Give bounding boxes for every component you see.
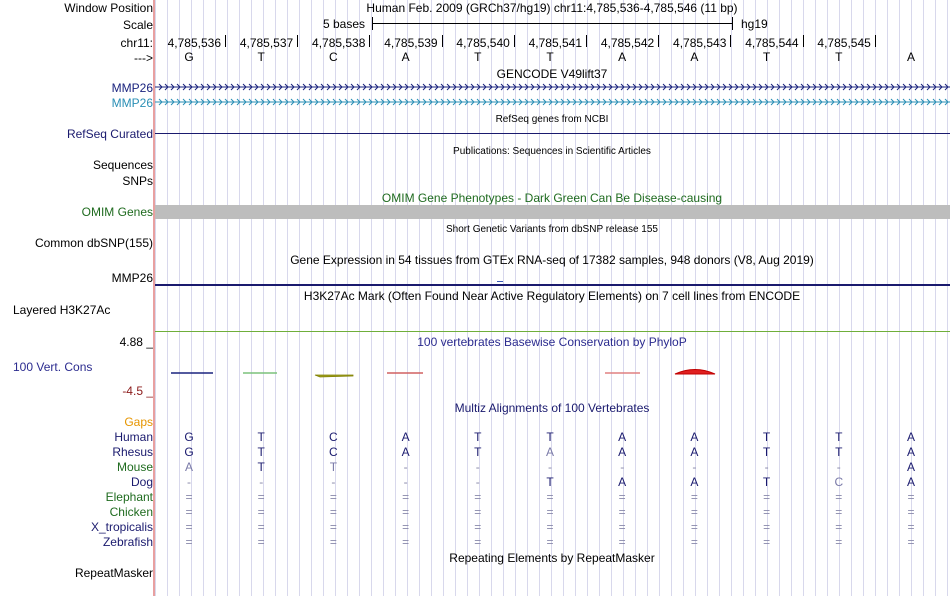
phylop-label[interactable]: 100 Vert. Cons	[13, 360, 93, 374]
alignment-base: -	[475, 475, 480, 489]
alignment-base: =	[402, 490, 410, 504]
alignment-base: =	[907, 520, 915, 534]
alignment-base: =	[690, 520, 698, 534]
scale-bar	[372, 23, 733, 24]
alignment-base: -	[692, 460, 697, 474]
alignment-base: A	[618, 445, 627, 459]
alignment-base: -	[259, 475, 264, 489]
scale-bar-left-tick	[372, 17, 373, 30]
alignment-base: T	[546, 475, 554, 489]
position-label: 4,785,538	[312, 36, 366, 50]
alignment-base: -	[475, 460, 480, 474]
alignment-base: =	[618, 520, 626, 534]
species-label-mouse[interactable]: Mouse	[116, 460, 153, 474]
gencode-label-1[interactable]: MMP26	[111, 81, 153, 95]
alignment-base: =	[546, 520, 554, 534]
dbsnp-title: Short Genetic Variants from dbSNP release 155	[446, 224, 658, 235]
alignment-base: T	[762, 475, 771, 489]
alignment-base: C	[329, 430, 338, 444]
alignment-base: =	[329, 520, 337, 534]
alignment-base: -	[403, 475, 408, 489]
position-label: 4,785,536	[167, 36, 221, 50]
alignment-base: -	[764, 460, 769, 474]
position-tick	[658, 35, 659, 47]
repeatmasker-title: Repeating Elements by RepeatMasker	[449, 551, 655, 565]
alignment-base: =	[690, 490, 698, 504]
species-label-elephant[interactable]: Elephant	[105, 490, 153, 504]
alignment-base: =	[618, 490, 626, 504]
alignment-base: =	[402, 535, 410, 549]
omim-label[interactable]: OMIM Genes	[81, 205, 153, 219]
alignment-base: A	[545, 445, 555, 459]
track-label-column	[0, 0, 153, 596]
omim-feature-bar[interactable]	[155, 205, 950, 219]
position-label: 4,785,543	[673, 36, 727, 50]
position-tick	[803, 35, 804, 47]
position-tick	[225, 35, 226, 47]
alignment-base: =	[546, 505, 554, 519]
scale-label: Scale	[122, 18, 153, 32]
h3k27ac-title: H3K27Ac Mark (Often Found Near Active Regulatory Elements) on 7 cell lines from ENCODE	[303, 289, 801, 303]
alignment-base: =	[907, 505, 915, 519]
alignment-base: -	[548, 460, 552, 474]
gtex-label[interactable]: MMP26	[111, 271, 153, 285]
alignment-base: =	[185, 490, 193, 504]
alignment-base: =	[835, 520, 843, 534]
refseq-feature-line[interactable]	[155, 133, 950, 134]
reference-base: A	[690, 50, 699, 64]
alignment-base: C	[834, 475, 844, 489]
alignment-base: T	[835, 430, 843, 444]
refseq-label[interactable]: RefSeq Curated	[66, 127, 153, 141]
species-label-x_tropicalis[interactable]: X_tropicalis	[90, 520, 153, 534]
gtex-gene-line[interactable]	[155, 284, 950, 286]
alignment-base: =	[474, 535, 482, 549]
alignment-base: =	[185, 535, 193, 549]
alignment-base: =	[257, 535, 265, 549]
phylop-max-label: 4.88 _	[119, 335, 153, 349]
alignment-base: =	[474, 505, 482, 519]
h3k27ac-label[interactable]: Layered H3K27Ac	[13, 303, 111, 317]
alignment-base: =	[763, 535, 771, 549]
scale-bar-right-tick	[732, 17, 733, 30]
alignment-base: =	[257, 505, 265, 519]
alignment-base: T	[762, 445, 771, 459]
alignment-base: =	[763, 520, 771, 534]
alignment-base: =	[257, 520, 265, 534]
alignment-base: T	[762, 430, 771, 444]
alignment-base: =	[835, 505, 843, 519]
alignment-base: =	[546, 535, 554, 549]
alignment-base: =	[690, 505, 698, 519]
alignment-base: T	[257, 445, 265, 459]
position-tick	[442, 35, 443, 47]
alignment-base: A	[401, 445, 410, 459]
position-tick	[730, 35, 731, 47]
alignment-base: -	[836, 460, 841, 474]
phylop-segment-3	[315, 375, 353, 377]
alignment-base: =	[402, 505, 410, 519]
strand-label: --->	[134, 51, 153, 65]
position-tick	[297, 35, 298, 47]
alignment-base: =	[907, 490, 915, 504]
alignment-base: =	[257, 490, 265, 504]
species-label-chicken[interactable]: Chicken	[109, 505, 153, 519]
position-label: 4,785,542	[600, 36, 655, 50]
alignment-base: A	[906, 445, 916, 459]
alignment-base: A	[184, 460, 194, 474]
multiz-title: Multiz Alignments of 100 Vertebrates	[454, 401, 650, 415]
alignment-base: =	[185, 505, 193, 519]
position-label: 4,785,539	[384, 36, 438, 50]
species-label-zebrafish[interactable]: Zebrafish	[102, 535, 153, 549]
gencode-title: GENCODE V49lift37	[496, 67, 608, 81]
alignment-base: A	[690, 475, 699, 489]
position-label: 4,785,541	[528, 36, 582, 50]
reference-base: A	[906, 50, 916, 64]
alignment-base: =	[907, 535, 915, 549]
alignment-base: G	[184, 430, 194, 444]
alignment-base: A	[690, 445, 699, 459]
position-label: 4,785,544	[745, 36, 799, 50]
alignment-base: =	[763, 490, 771, 504]
alignment-base: =	[185, 520, 193, 534]
gencode-feature-2	[155, 99, 950, 105]
alignment-base: -	[620, 460, 625, 474]
repeatmasker-label[interactable]: RepeatMasker	[74, 566, 153, 580]
alignment-base: =	[835, 535, 843, 549]
alignment-base: -	[187, 475, 191, 489]
reference-base: G	[184, 50, 194, 64]
window-title: Human Feb. 2009 (GRCh37/hg19) chr11:4,785,536-4,785,546 (11 bp)	[366, 1, 738, 15]
alignment-base: G	[184, 445, 194, 459]
alignment-base: A	[401, 430, 410, 444]
h3k27ac-signal-baseline[interactable]	[155, 331, 950, 332]
reference-base: A	[401, 50, 410, 64]
phylop-segment-6	[675, 370, 715, 375]
species-label-dog[interactable]: Dog	[130, 475, 153, 489]
alignment-base: T	[546, 430, 554, 444]
alignment-base: A	[618, 475, 627, 489]
alignment-base: T	[257, 430, 265, 444]
gencode-features[interactable]	[155, 80, 950, 110]
publications-title: Publications: Sequences in Scientific Articles	[453, 146, 651, 157]
position-tick	[369, 35, 370, 47]
phylop-min-label: -4.5 _	[122, 384, 153, 398]
alignment-base: =	[618, 505, 626, 519]
reference-base: T	[257, 50, 265, 64]
gencode-label-2[interactable]: MMP26	[111, 96, 153, 110]
position-label: 4,785,540	[456, 36, 510, 50]
reference-base: T	[762, 50, 771, 64]
alignment-base: =	[835, 490, 843, 504]
alignment-base: A	[906, 460, 916, 474]
publications-label-snps[interactable]: SNPs	[122, 174, 153, 188]
reference-base: T	[474, 50, 482, 64]
position-label: 4,785,537	[239, 36, 294, 50]
alignment-base: T	[474, 445, 482, 459]
reference-base: T	[546, 50, 554, 64]
gaps-label[interactable]: Gaps	[124, 415, 153, 429]
alignment-base: A	[906, 430, 916, 444]
reference-base: T	[835, 50, 843, 64]
gtex-expression-mark	[497, 281, 503, 282]
chromosome-label: chr11:	[120, 36, 153, 50]
publications-label-sequences[interactable]: Sequences	[92, 158, 153, 172]
position-label: 4,785,545	[817, 36, 871, 50]
alignment-base: A	[618, 430, 627, 444]
reference-base: A	[618, 50, 627, 64]
alignment-base: =	[618, 535, 626, 549]
alignment-base: -	[331, 475, 336, 489]
alignment-base: =	[329, 535, 337, 549]
alignment-base: A	[906, 475, 916, 489]
reference-base: C	[329, 50, 338, 64]
alignment-base: A	[690, 430, 699, 444]
alignment-base: =	[763, 505, 771, 519]
alignment-base: =	[402, 520, 410, 534]
assembly-label: hg19	[741, 17, 768, 31]
species-label-rhesus[interactable]: Rhesus	[112, 445, 153, 459]
alignment-base: T	[257, 460, 265, 474]
alignment-base: =	[329, 505, 337, 519]
phylop-signal[interactable]	[155, 364, 950, 380]
gtex-title: Gene Expression in 54 tissues from GTEx RNA-seq of 17382 samples, 948 donors (V8, Aug 2019)	[290, 253, 814, 267]
dbsnp-label[interactable]: Common dbSNP(155)	[34, 236, 153, 250]
gencode-feature-1	[155, 84, 950, 90]
alignment-base: T	[474, 430, 482, 444]
refseq-title: RefSeq genes from NCBI	[495, 114, 609, 125]
species-label-human[interactable]: Human	[114, 430, 153, 444]
alignment-base: -	[403, 460, 408, 474]
position-tick	[875, 35, 876, 47]
position-tick	[586, 35, 587, 47]
alignment-base: =	[546, 490, 554, 504]
alignment-base: T	[835, 445, 843, 459]
track-data-area[interactable]	[155, 0, 950, 596]
alignment-base: =	[329, 490, 337, 504]
scale-text: 5 bases	[323, 17, 366, 31]
alignment-base: =	[474, 490, 482, 504]
alignment-base: T	[329, 460, 338, 474]
alignment-base: =	[690, 535, 698, 549]
omim-title: OMIM Gene Phenotypes - Dark Green Can Be Disease-causing	[381, 191, 723, 205]
window-position-label: Window Position	[64, 1, 153, 15]
alignment-base: =	[474, 520, 482, 534]
position-tick	[514, 35, 515, 47]
phylop-title: 100 vertebrates Basewise Conservation by PhyloP	[417, 335, 687, 349]
alignment-base: C	[329, 445, 338, 459]
